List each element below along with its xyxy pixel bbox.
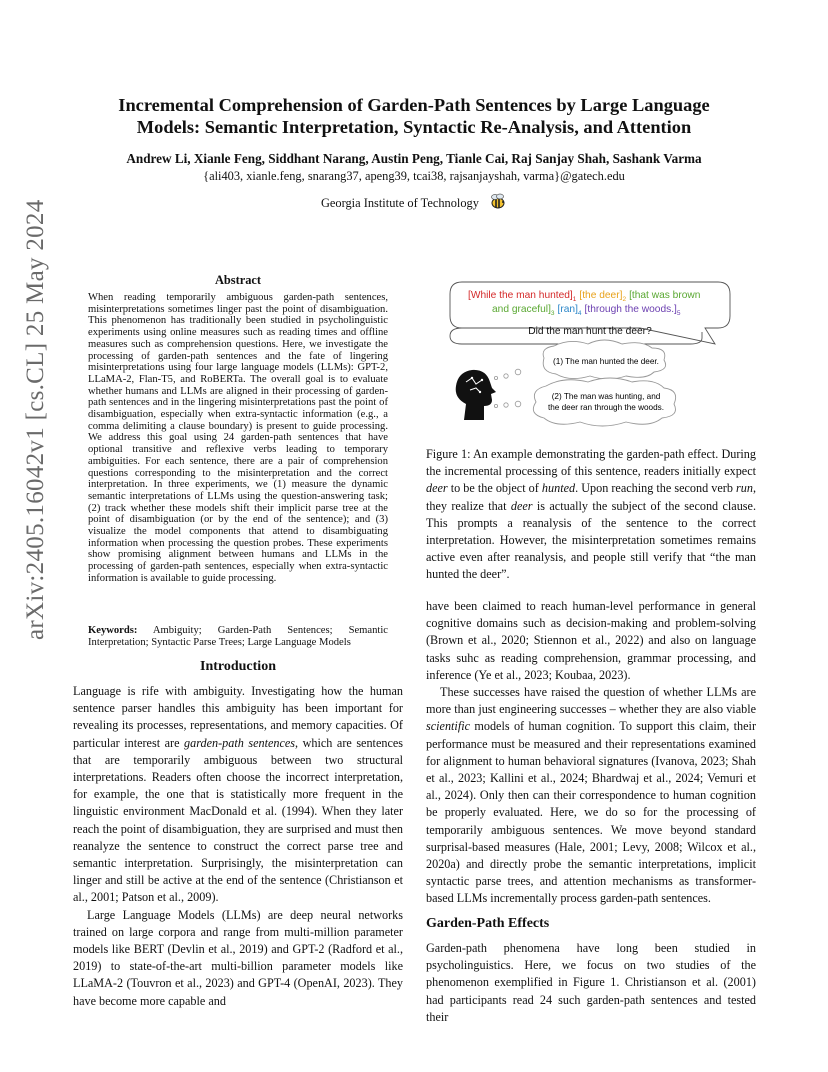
figure-1 — [440, 272, 740, 440]
segment-1: [While the man hunted] — [468, 290, 573, 301]
right-paragraph-1: have been claimed to reach human-level performance in general cognitive domains such as decision-making and problem-solving (Brown et al., 2020; Stiennon et al., 2022) and also on language tasks suhc as reading comprehension, grammar processing, and inference (Ye et al., 2023; Koubaa, 2023). — [426, 599, 756, 682]
institution — [0, 192, 828, 216]
keywords-list: Ambiguity; Garden-Path Sentences; Semantic Interpretation; Syntactic Parse Trees; Large Language Models — [88, 625, 388, 648]
abstract-heading: Abstract — [214, 273, 262, 287]
garden-path-body: Garden-path phenomena have long been studied in psycholinguistics. Here, we focus on two studies of the phenomenon exemplified in Figure 1. Christianson et al. (2001) had participants read 24 such garden-path sentences and tested their — [426, 941, 756, 1024]
thought-2-line-2: the deer ran through the woods. — [547, 403, 665, 412]
abstract-text: When reading temporarily ambiguous garden-path sentences, misinterpretations sometimes linger past the point of disambiguation. This phenomenon has traditionally been studied in psycholinguistic experiments using online measures such as reading times and offline measures such as comprehension questions. Here, we investigate the processing of garden-path sentences and the fate of lingering misinterpretations using four large language models (LLMs): GPT-2, LLaMA-2, Flan-T5, and RoBERTa. The overall goal is to evaluate whether humans and LLMs are aligned in their processing of garden-path sentences and in the lingering misinterpretations past the point of disambiguation, especially when extra-syntactic information (e.g., a comma delimiting a clause boundary) is present to guide processing. We address this goal using 24 garden-path sentences that have optional transitive and reflexive verbs leading to temporary ambiguities. For each sentence, there are a pair of comprehension questions corresponding to the misinterpretation and the correct interpretation. In three experiments, we (1) measure the dynamic semantic interpretations of LLMs using the question-answering task; (2) track whether these models shift their implicit parse tree at the point of disambiguation (or by the end of the sentence); and (3) visualize the model components that attend to disambiguating information when processing the question probes. These experiments show promising alignment between humans and LLMs in the processing of garden-path sentences, especially when extra-syntactic information is available to guide processing. — [88, 292, 388, 584]
garden-path-heading: Garden-Path Effects — [426, 916, 550, 931]
right-paragraph-2: These successes have raised the question of whether LLMs are more than just engineering successes – whether they are also viable scientific models of human cognition. To support this claim, their performance must be measured and their representations examined for alignment to human behavioral signatures (Ivanova, 2023; Shah et al., 2023; Kallini et al., 2024; Bhardwaj et al., 2024; Vemuri et al., 2024). Only then can their correspondence to human cognition be properly evaluated. Here, we do so for the processing of temporarily ambiguous sentences. We move beyond standard surprisal-based measures (Hale, 2001; Levy, 2008; Wilcox et al., 2020a) and directly probe the semantic interpretations, implicit syntactic parse trees, and attention mechanisms as transformer-based LLMs incrementally process garden-path sentences. — [426, 685, 756, 906]
title-line-2: Models: Semantic Interpretation, Syntactic Re-Analysis, and Attention — [136, 117, 692, 137]
paper-title — [0, 94, 828, 138]
institution-name: Georgia Institute of Technology — [320, 195, 479, 210]
intro-paragraph-1: Language is rife with ambiguity. Investigating how the human sentence parser handles this ambiguity has been important for revealing its processes, representations, and memory capacities. Of particular interest are garden-path sentences, which are sentences that are temporarily ambiguous between two structural interpretations. Readers often choose the incorrect interpretation, for example, the one that is statistically more frequent in the linguistic environment MacDonald et al. (1994). When they later reach the point of disambiguation, they are surprised and must then reanalyze the sentence to construct the correct parse tree and semantic interpretation. Surprisingly, the misinterpretation can linger and still be active at the end of the sentence (Christianson et al., 2001; Patson et al., 2009). — [73, 684, 404, 905]
segment-4: [ran] — [557, 304, 578, 315]
title-line-1: Incremental Comprehension of Garden-Path Sentences by Large Language — [118, 95, 710, 115]
head-brain-icon — [456, 370, 496, 420]
keywords — [88, 625, 388, 648]
intro-paragraph-2: Large Language Models (LLMs) are deep neural networks trained on large corpora and range from multi-million parameter models like BERT (Devlin et al., 2019) and GPT-2 (Radford et al., 2019) to state-of-the-art multi-billion parameter models like LLaMA-2 (Touvron et al., 2023) and GPT-4 (OpenAI, 2023). They have become more capable and — [73, 907, 403, 1008]
segment-3a: [that was brown — [629, 290, 701, 301]
introduction-heading: Introduction — [200, 659, 276, 674]
svg-text:[While the man hunted]1[the de: [While the man $hunted]_1$ [the $deer]_2$ [that was brown — [468, 290, 701, 303]
arxiv-sidebar: arXiv:2405.16042v1 [cs.CL] 25 May 2024 — [22, 199, 49, 640]
segment-5: [through the woods.] — [584, 304, 677, 315]
figure-question: Did the man hunt the deer? — [528, 326, 652, 337]
thought-2-line-1: (2) The man was hunting, and — [551, 392, 661, 401]
svg-text:and graceful]3[ran]4[through t: and $graceful]_3$ $[ran]_4$ [through the $woods.]_5$ — [492, 304, 681, 317]
author-emails: {ali403, xianle.feng, snarang37, apeng39, tcai38, rajsanjayshah, varma}@gatech.edu — [203, 169, 625, 183]
thought-1: (1) The man hunted the deer. — [553, 357, 659, 366]
figure-1-graphic — [440, 272, 740, 440]
authors: Andrew Li, Xianle Feng, Siddhant Narang, Austin Peng, Tianle Cai, Raj Sanjay Shah, Sashank Varma — [126, 151, 702, 166]
introduction-body — [73, 683, 403, 1010]
segment-2: [the deer] — [579, 290, 623, 301]
figure-1-caption: Figure 1: An example demonstrating the garden-path effect. During the incremental processing of this sentence, readers initially expect deer to be the object of hunted. Upon reaching the second verb run, they realize that deer is actually the subject of the second clause. This prompts a reanalysis of the sentence to the correct interpretation. However, the misinterpretation sometimes remains active even after reanalysis, and people still verify that “the man hunted the deer”. — [426, 447, 756, 582]
keywords-label: Keywords: — [88, 625, 138, 636]
bee-icon — [487, 192, 507, 216]
segment-3b: and graceful] — [492, 304, 551, 315]
right-column-body — [426, 598, 756, 908]
